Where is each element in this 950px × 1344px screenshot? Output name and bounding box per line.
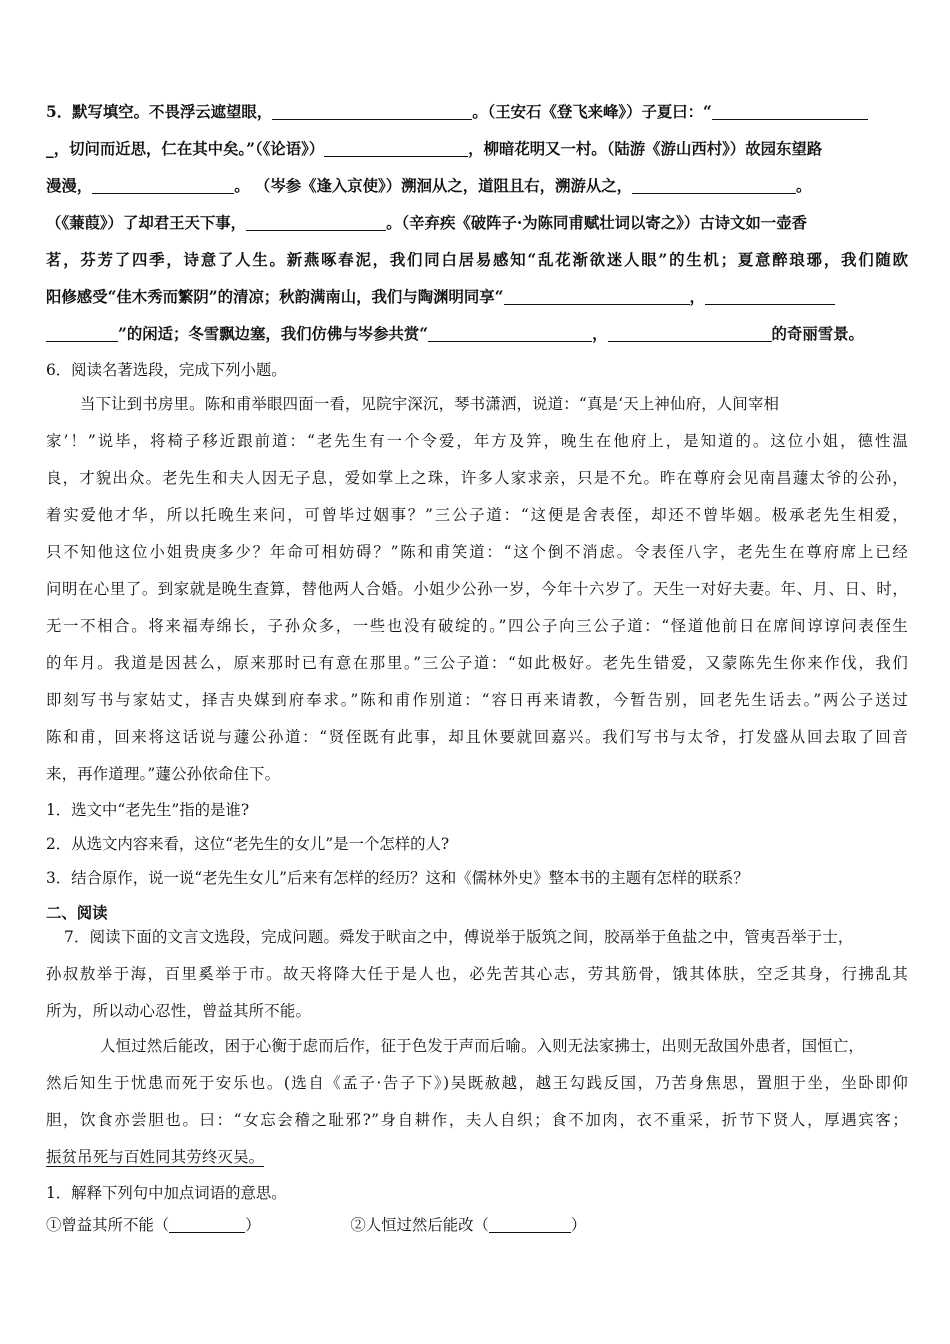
q6-passage-line: 来，再作道理。”蘧公孙依命住下。: [46, 765, 281, 783]
q5-text: ，柳暗花明又一村。（陆游《游山西村》）故园东望路: [468, 140, 823, 158]
q5-text: 阳修感受“佳木秀而繁阴”的清凉；秋韵满南山，我们与陶渊明同享“: [46, 288, 504, 306]
q6-passage-line: 陈和甫，回来将这话说与蘧公孙道：“贤侄既有此事，却且休要就回嘉兴。我们写书与太爷，打发盛从回去取了回音: [46, 728, 908, 746]
q7-answer-row: [46, 1214, 908, 1236]
q6-passage-line: 良，才貌出众。老先生和夫人因无子息，爱如掌上之珠，许多人家求亲，只是不允。昨在尊府会见南昌蘧太爷的公孙，: [46, 469, 908, 487]
q5-text: （《蒹葭》）了却君王天下事，: [46, 214, 247, 232]
q7-sub-question-1: 1．解释下列句中加点词语的意思。: [46, 1184, 287, 1202]
item-b-text: ②人恒过然后能改（: [350, 1216, 489, 1234]
blank[interactable]: [705, 288, 835, 305]
q7-passage-line: 所为，所以动心忍性，曾益其所不能。: [46, 1002, 312, 1020]
q5-line-1: [46, 101, 908, 123]
q5-text: 的奇丽雪景。: [771, 325, 864, 343]
q7-passage-line: 孙叔敖举于海，百里奚举于市。故天将降大任于是人也，必先苦其心志，劳其筋骨，饿其体肤，空乏其身，行拂乱其: [46, 965, 908, 983]
q6-passage-line: 家’！”说毕，将椅子移近跟前道：“老先生有一个令爱，年方及笄，晚生在他府上，是知道的。这位小姐，德性温: [46, 432, 908, 450]
q7-passage-line: [46, 1146, 908, 1168]
q5-line-6: [46, 286, 908, 308]
blank[interactable]: [608, 325, 772, 342]
q6-passage-line: 无一不相合。将来福寿绵长，子孙众多，一些也没有破绽的。”四公子向三公子道：“怪道他前日在席间谆谆问表侄生: [46, 617, 908, 635]
q6-question-2: 2．从选文内容来看，这位“老先生的女儿”是一个怎样的人?: [46, 835, 450, 853]
q5-text: 5．默写填空。不畏浮云遮望眼，: [46, 103, 273, 121]
blank[interactable]: [428, 325, 592, 342]
blank[interactable]: [46, 325, 118, 342]
q5-line-5: 茗，芬芳了四季，诗意了人生。新燕啄春泥，我们同白居易感知“乱花渐欲迷人眼”的生机；夏意醉琅琊，我们随欧: [46, 251, 908, 269]
q7-passage-line: 人恒过然后能改，困于心衡于虑而后作，征于色发于声而后喻。入则无法家拂士，出则无敌国外患者，国恒亡，: [100, 1037, 864, 1055]
q5-text: ，: [689, 288, 705, 306]
q6-title: 6．阅读名著选段，完成下列小题。: [46, 361, 287, 379]
section-heading: 二、阅读: [46, 904, 108, 922]
q5-text: 。: [796, 177, 812, 195]
q6-passage-line: 问明在心里了。到家就是晚生查算，替他两人合婚。小姐少公孙一岁，今年十六岁了。天生一对好夫妻。年、月、日、时，: [46, 580, 908, 598]
q5-line-7: [46, 323, 908, 345]
q5-line-3: [46, 175, 908, 197]
q5-text: 。 （岑参《逢入京使》）溯洄从之，道阻且右，溯游从之，: [234, 177, 633, 195]
q5-text: _，切问而近思，仁在其中矣。”（《论语》）: [46, 140, 325, 158]
q7-passage-line: 胆，饮食亦尝胆也。曰：“女忘会稽之耻邪?”身自耕作，夫人自织；食不加肉，衣不重采，折节下贤人，厚遇宾客；: [46, 1111, 908, 1129]
q6-question-1: 1．选文中“老先生”指的是谁?: [46, 801, 250, 819]
blank[interactable]: [169, 1216, 245, 1233]
q6-passage-line: 着实爱他才华，所以托晚生来问，可曾毕过姻事？”三公子道：“这便是舍表侄，却还不曾毕姻。极承老先生相爱，: [46, 506, 908, 524]
q5-text: 漫漫，: [46, 177, 93, 195]
q5-text: ”的闲适；冬雪飘边塞，我们仿佛与岑参共赏“: [118, 325, 429, 343]
q6-question-3: 3．结合原作，说一说“老先生女儿”后来有怎样的经历？这和《儒林外史》整本书的主题有怎样的联系？: [46, 869, 749, 887]
q5-line-4: [46, 212, 908, 234]
item-a-text: ①曾益其所不能（: [46, 1216, 170, 1234]
blank[interactable]: [92, 177, 234, 194]
blank[interactable]: [504, 288, 690, 305]
q6-passage-line: 的年月。我道是因甚么，原来那时已有意在那里。”三公子道：“如此极好。老先生错爱，又蒙陈先生你来作伐，我们: [46, 654, 908, 672]
q5-line-2: [46, 138, 908, 160]
q6-passage-line: 即刻写书与家姑丈，择吉央媒到府奉求。”陈和甫作别道：“容日再来请教，今暂告别，回老先生话去。”两公子送过: [46, 691, 908, 709]
q7-passage-line: 然后知生于忧患而死于安乐也。(选自《孟子·告子下》)吴既赦越，越王勾践反国，乃苦身焦思，置胆于坐，坐卧即仰: [46, 1074, 908, 1092]
item-b-end: ）: [570, 1216, 587, 1234]
q7-passage-line: 7．阅读下面的文言文选段，完成问题。舜发于畎亩之中，傅说举于版筑之间，胶鬲举于鱼盐之中，管夷吾举于士，: [64, 928, 854, 946]
underlined-sentence: 振贫吊死与百姓同其劳终灭吴。: [46, 1148, 265, 1166]
blank[interactable]: [272, 103, 472, 120]
q6-passage-line: 当下让到书房里。陈和甫举眼四面一看，见院宇深沉，琴书潇洒，说道：“真是‘天上神仙府，人间宰相: [80, 395, 780, 413]
blank[interactable]: [489, 1216, 571, 1233]
q6-passage-line: 只不知他这位小姐贵庚多少？年命可相妨碍？”陈和甫笑道：“这个倒不消虑。令表侄八字，老先生在尊府席上已经: [46, 543, 908, 561]
blank[interactable]: [712, 103, 868, 120]
item-a-end: ）: [245, 1216, 261, 1234]
blank[interactable]: [324, 140, 468, 157]
q5-text: ，: [592, 325, 608, 343]
q5-text: 。（辛弃疾《破阵子·为陈同甫赋壮词以寄之》）古诗文如一壶香: [386, 214, 807, 232]
q5-text: 。（王安石《登飞来峰》）子夏曰：“: [472, 103, 712, 121]
blank[interactable]: [246, 214, 386, 231]
blank[interactable]: [632, 177, 796, 194]
